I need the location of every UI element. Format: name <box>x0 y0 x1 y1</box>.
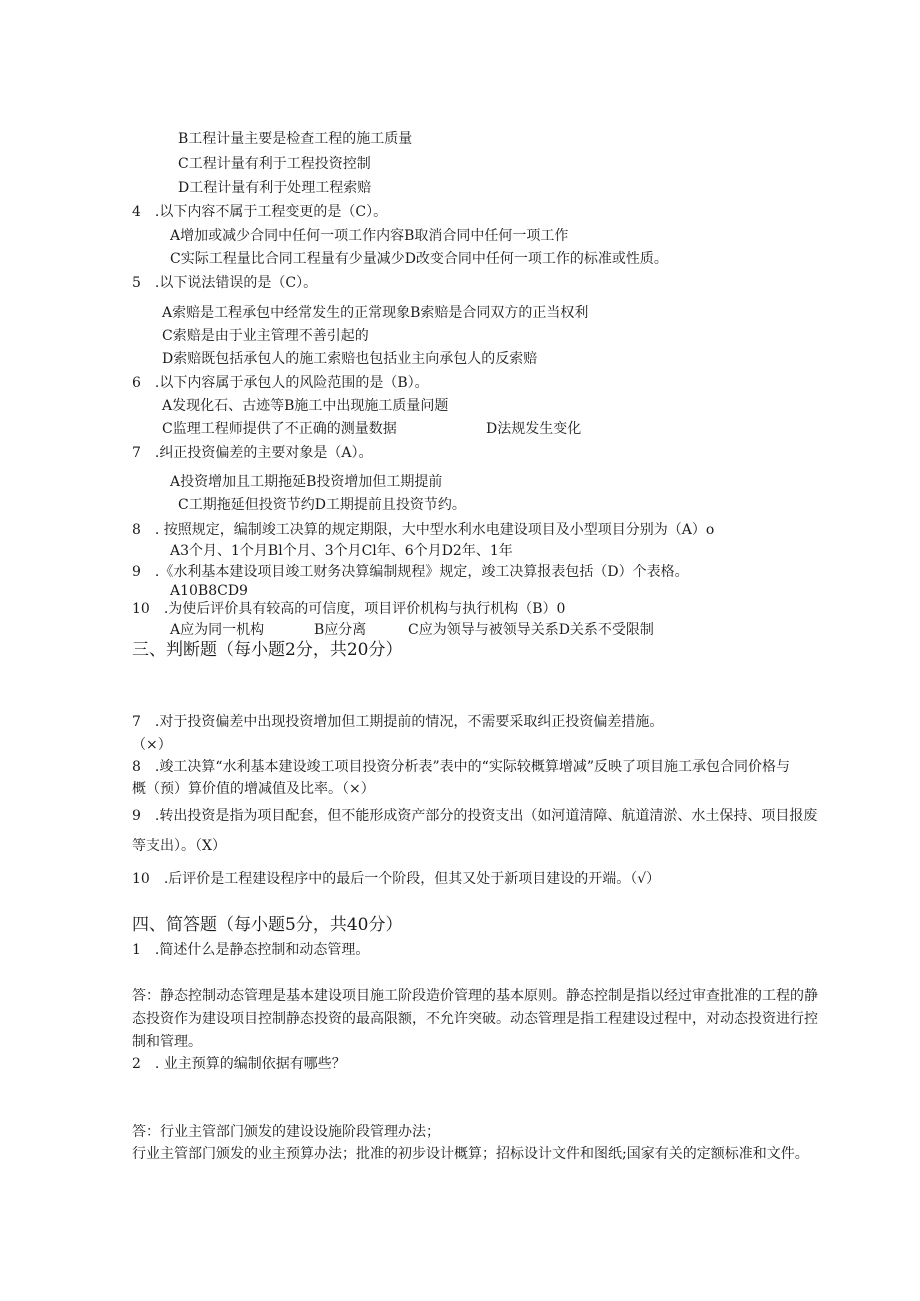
text-line: C索赔是由于业主管理不善引起的 <box>162 328 369 344</box>
text-line: 态投资作为建设项目控制静态投资的最高限额，不允许突破。动态管理是指工程建设过程中，对动态投资进行控 <box>132 1011 818 1027</box>
text-line: 5 .以下说法错误的是（C）。 <box>132 275 318 291</box>
text-line: 答：静态控制动态管理是基本建设项目施工阶段造价管理的基本原则。静态控制是指以经过审查批准的工程的静 <box>132 988 818 1004</box>
text-line: 1 .简述什么是静态控制和动态管理。 <box>132 942 370 958</box>
text-line: 9 .《水利基本建设项目竣工财务决算编制规程》规定，竣工决算报表包括（D）个表格。 <box>132 564 689 580</box>
text-line: A应为同一机构 <box>170 622 265 638</box>
text-line: 10 .后评价是工程建设程序中的最后一个阶段，但其又处于新项目建设的开端。（√） <box>132 871 661 887</box>
text-line: 四、简答题（每小题5分，共40分） <box>132 915 403 935</box>
text-line: B工程计量主要是检查工程的施工质量 <box>178 131 413 147</box>
text-line: 7 .纠正投资偏差的主要对象是（A）。 <box>132 445 373 461</box>
text-line: 8 . 按照规定，编制竣工决算的规定期限，大中型水利水电建设项目及小型项目分别为（A）o <box>132 522 715 538</box>
text-line: 行业主管部门颁发的业主预算办法；批准的初步设计概算；招标设计文件和图纸;国家有关的定额标准和文件。 <box>132 1146 809 1162</box>
text-line: C工期拖延但投资节约D工期提前且投资节约。 <box>178 497 466 513</box>
text-line: D法规发生变化 <box>486 421 582 437</box>
text-line: C应为领导与被领导关系D关系不受限制 <box>408 622 654 638</box>
text-line: D工程计量有利于处理工程索赔 <box>178 180 372 196</box>
text-line: 2 . 业主预算的编制依据有哪些？ <box>132 1056 346 1072</box>
text-line: 7 .对于投资偏差中出现投资增加但工期提前的情况，不需要采取纠正投资偏差措施。 <box>132 714 664 730</box>
text-line: A3个月、1个月Bl个月、3个月Cl年、6个月D2年、1年 <box>170 543 513 559</box>
text-line: 概（预）算价值的增减值及比率。（×） <box>132 781 375 797</box>
text-line: 等支出）。（X） <box>132 838 226 854</box>
text-line: （×） <box>132 737 172 753</box>
text-line: 4 .以下内容不属于工程变更的是（C）。 <box>132 204 388 220</box>
text-line: A投资增加且工期拖延B投资增加但工期提前 <box>170 474 443 490</box>
text-line: 制和管理。 <box>132 1034 202 1050</box>
text-line: 三、判断题（每小题2分，共20分） <box>132 640 403 660</box>
text-line: A10B8CD9 <box>170 583 248 599</box>
text-line: C监理工程师提供了不正确的测量数据 <box>162 421 397 437</box>
text-line: 10 .为使后评价具有较高的可信度，项目评价机构与执行机构（B）0 <box>132 601 566 617</box>
text-line: 9 .转出投资是指为项目配套，但不能形成资产部分的投资支出（如河道清障、航道清淤、水土保持、项目报废 <box>132 808 818 824</box>
text-line: 答：行业主管部门颁发的建设设施阶段管理办法； <box>132 1124 440 1140</box>
text-line: A增加或减少合同中任何一项工作内容B取消合同中任何一项工作 <box>170 228 569 244</box>
text-line: C工程计量有利于工程投资控制 <box>178 156 371 172</box>
text-line: D索赔既包括承包人的施工索赔也包括业主向承包人的反索赔 <box>162 351 538 367</box>
text-line: A索赔是工程承包中经常发生的正常现象B索赔是合同双方的正当权利 <box>162 305 589 321</box>
text-line: A发现化石、古迹等B施工中出现施工质量问题 <box>162 398 449 414</box>
text-line: B应分离 <box>314 622 367 638</box>
text-line: 6 .以下内容属于承包人的风险范围的是（B）。 <box>132 375 429 391</box>
text-line: C实际工程量比合同工程量有少量减少D改变合同中任何一项工作的标准或性质。 <box>170 251 668 267</box>
text-line: 8 .竣工决算“水利基本建设竣工项目投资分析表”表中的“实际较概算增减”反映了项目施工承包合同价格与 <box>132 759 790 775</box>
